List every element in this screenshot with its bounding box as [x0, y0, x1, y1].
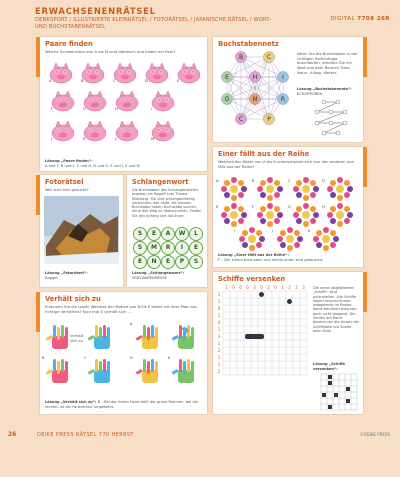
- pig-image: [50, 89, 76, 113]
- pig-label: F: [51, 107, 54, 111]
- pig-label: C: [113, 79, 116, 83]
- snake-letter: N: [147, 255, 161, 269]
- letter-node-label: C: [238, 116, 244, 124]
- column-count: 1: [225, 285, 228, 290]
- row-count: 2: [217, 299, 221, 304]
- schiffe-card: [213, 272, 363, 414]
- solution: [132, 271, 204, 280]
- letter-node-label: H: [252, 74, 258, 82]
- snake-letter: E: [161, 255, 175, 269]
- snake-letter: A: [161, 227, 175, 241]
- pig-image: [82, 119, 108, 143]
- ship-solution-grid: [321, 374, 357, 410]
- letter-node-label: B: [238, 54, 244, 62]
- paare-finden-card: [40, 37, 207, 171]
- solution-title: Lösung „Fotorätsel“:: [45, 271, 88, 275]
- hand-image: [46, 356, 76, 386]
- snake-letter: L: [189, 227, 203, 241]
- pig-label: H: [115, 107, 118, 111]
- card-title: Einer fällt aus der Reihe: [218, 150, 310, 158]
- solution-title: Lösung „Buchstabennetz“:: [297, 87, 352, 91]
- hand-image: [136, 322, 166, 352]
- solution-title: Lösung „Verhält sich zu“:: [45, 400, 97, 404]
- card-title: Schiffe versenken: [218, 275, 286, 283]
- pig-label: J: [51, 137, 53, 141]
- solution: [297, 87, 359, 96]
- pig-image: [80, 61, 106, 85]
- footer-title: DEIKE PRESS RÄTSEL 770 HERBST: [37, 432, 134, 438]
- snake-letter: I: [175, 241, 189, 255]
- solution-text: SPIELWARENMESSE: [132, 275, 167, 280]
- flower-figure: [291, 203, 321, 227]
- flower-figure: [325, 177, 355, 201]
- row-count: 1: [217, 327, 221, 332]
- pig-label: G: [83, 107, 86, 111]
- pig-label: A: [49, 79, 52, 83]
- row-count: 1: [217, 362, 221, 367]
- flower-figure: [255, 177, 285, 201]
- flower-label: K: [308, 229, 311, 233]
- question-mark-icon: ?: [180, 324, 190, 343]
- solution-title: Lösung „Schlangenwort“:: [132, 271, 185, 275]
- flower-figure: [275, 227, 305, 251]
- column-count: 2: [288, 285, 291, 290]
- flower-label: I: [234, 229, 236, 233]
- column-count: 2: [267, 285, 270, 290]
- card-title: Paare finden: [45, 40, 93, 48]
- solution: [313, 362, 360, 371]
- flower-label: E: [216, 205, 219, 209]
- pig-image: [50, 119, 76, 143]
- card-title: Schlangenwort: [132, 178, 189, 186]
- flower-figure: [219, 177, 249, 201]
- solution: [45, 271, 120, 280]
- column-count: 0: [260, 285, 263, 290]
- letter-node-label: N: [252, 96, 258, 104]
- snake-letter: P: [175, 255, 189, 269]
- letter-node-label: E: [225, 74, 229, 82]
- buchstabennetz-card: [213, 37, 363, 142]
- tab-marker: [363, 272, 367, 312]
- column-count: 3: [302, 285, 305, 290]
- card-text: Welches der Bilder von A bis K unterscheidet sich von den anderen und fällt aus der Reihe?: [218, 159, 354, 169]
- schlangenwort-card: [127, 175, 207, 287]
- hand-label: B: [42, 356, 45, 360]
- solution-text: A und F, B und L, C und H, D und G, E und I, K und M: [45, 163, 140, 168]
- pig-label: K: [83, 137, 86, 141]
- letter-node-label: R: [280, 96, 286, 104]
- letter-node-label: O: [224, 96, 230, 104]
- pig-image: [48, 61, 74, 85]
- flower-label: A: [216, 179, 219, 183]
- letter-node-label: P: [267, 116, 271, 124]
- pig-image: [114, 119, 140, 143]
- flower-label: C: [288, 179, 291, 183]
- card-text: Erkennen Sie die Logik! Welches der Motive von B bis E bildet mit dem Paar das richtige Verhältnis? Kurz mal X verhält sich ...: [45, 304, 197, 314]
- column-count: 1: [281, 285, 284, 290]
- solution-title: Lösung „Paare finden“:: [45, 159, 93, 163]
- flower-label: B: [252, 179, 255, 183]
- snake-letter: E: [189, 241, 203, 255]
- solution: [45, 400, 203, 409]
- hand-label: D: [130, 356, 133, 360]
- solution-text: Bagger: [45, 275, 58, 280]
- solution-text: B – Bei der linken Hand fehlt der graue Rahmen, bei der rechten ist der Farbverlauf umgekehrt.: [45, 400, 199, 409]
- einer-faellt-card: [213, 147, 363, 267]
- tab-marker: [363, 37, 367, 77]
- flower-label: F: [252, 205, 255, 209]
- ship-grid: [217, 284, 309, 396]
- row-count: 2: [217, 348, 221, 353]
- snake-letter: E: [147, 227, 161, 241]
- hand-image: [172, 356, 202, 386]
- pig-label: B: [81, 79, 84, 83]
- product-code: [330, 16, 390, 22]
- flower-figure: [325, 203, 355, 227]
- card-text: Die unten abgebildeten „Schiffe“ sind aufzustellen. Alle Schiffe liegen senkrecht oder waagerecht im Raster. Keine berühren einander, auch nicht diagonal. Die Zahlen am Rand bezeichnen die Anzahl der Schiffsteile pro Spalte oder Zeile.: [313, 286, 360, 333]
- snake-letter: E: [133, 255, 147, 269]
- pig-label: I: [151, 107, 153, 111]
- card-title: Fotorätsel: [45, 178, 84, 186]
- flower-figure: [311, 227, 341, 251]
- pig-image: [150, 89, 176, 113]
- hand-image: [88, 356, 118, 386]
- card-text: Wer wird hier gesucht?: [45, 187, 89, 192]
- solution-text: F – Der kleine Kreis oben und rechts unten sind getauscht.: [218, 257, 324, 262]
- row-count: 0: [217, 306, 221, 311]
- photo-image: [44, 196, 119, 264]
- section-subtitle: DENKSPORT / ILLUSTRIERTE KLEINRÄTSEL / FOTORÄTSEL / JAPANISCHE RÄTSEL / WORT- UND BUCHSTABENRÄTSEL: [35, 17, 272, 30]
- flower-label: J: [272, 229, 274, 233]
- relation-label: verhält sich zu: [70, 333, 84, 343]
- section-title: ERWACHSENENRÄTSEL: [35, 6, 156, 16]
- letter-node-label: I: [282, 74, 284, 82]
- flower-figure: [219, 203, 249, 227]
- card-title: Buchstabennetz: [218, 40, 279, 48]
- letter-node-label: C: [266, 54, 272, 62]
- card-text: Die Buchstaben des Schlangenwortes ergeben ein Begriff zum Thema Nürnberg. Sie sind schlangenförmig verbunden, das heißt, sie müssen Buchstabe neben Buchstabe suchen, ohne den Weg zu überschreiten. Finden Sie den Anfang und das Ende.: [132, 188, 202, 218]
- pig-label: M: [151, 137, 155, 141]
- flower-label: G: [288, 205, 291, 209]
- tab-marker: [36, 37, 40, 77]
- pig-label: E: [177, 79, 180, 83]
- solution-title: Lösung „Schiffe versenken“:: [313, 362, 346, 371]
- hand-label: A: [130, 322, 133, 326]
- solution: [45, 159, 203, 168]
- hand-image: [88, 322, 118, 352]
- card-title: Verhält sich zu: [45, 295, 101, 303]
- snake-letter: S: [133, 241, 147, 255]
- column-count: 6: [239, 285, 242, 290]
- row-count: 3: [217, 334, 221, 339]
- flower-figure: [237, 227, 267, 251]
- tab-marker: [36, 292, 40, 332]
- verhaelt-card: [40, 292, 207, 414]
- pig-label: L: [115, 137, 118, 141]
- snake-letter: W: [175, 227, 189, 241]
- card-text: Welche Schweinchen von A bis M sind identisch und bilden ein Paar?: [45, 49, 176, 54]
- fotoraetsel-card: [40, 175, 123, 287]
- flower-label: D: [322, 179, 325, 183]
- solution-title: Lösung „Einer fällt aus der Reihe“:: [218, 253, 289, 257]
- column-count: 0: [232, 285, 235, 290]
- solution-net: [313, 99, 353, 139]
- pig-image: [176, 61, 202, 85]
- snake-letter: M: [147, 241, 161, 255]
- solution-text: ECHOPROBEN: [297, 91, 323, 96]
- column-count: 2: [295, 285, 298, 290]
- flower-figure: [291, 177, 321, 201]
- page-header: [35, 6, 390, 30]
- row-count: 1: [217, 292, 221, 297]
- snake-letter: R: [161, 241, 175, 255]
- snake-letter: S: [133, 227, 147, 241]
- tab-marker: [36, 175, 40, 215]
- tab-marker: [363, 147, 367, 187]
- row-count: 2: [217, 313, 221, 318]
- column-count: 0: [274, 285, 277, 290]
- card-text: Wenn Sie die Buchstaben in der richtigen Reihenfolge durchlaufen, erhalten Sie ein Wort aus dem Bereich Tiere, Natur, Alltag, Wetter.: [297, 51, 358, 75]
- row-count: 2: [217, 369, 221, 374]
- row-count: 4: [217, 320, 221, 325]
- solution: [218, 253, 358, 262]
- pig-label: D: [145, 79, 148, 83]
- flower-figure: [255, 203, 285, 227]
- letter-net: [219, 51, 291, 131]
- column-count: 3: [253, 285, 256, 290]
- snake-letter: S: [189, 255, 203, 269]
- code-label: 7708 26R: [357, 16, 390, 22]
- digital-label: DIGITAL: [330, 16, 355, 22]
- column-count: 0: [246, 285, 249, 290]
- page-number: 26: [8, 431, 17, 438]
- row-count: 1: [217, 341, 221, 346]
- footer-copyright: ©DEIKE PRESS: [359, 432, 390, 437]
- flower-label: H: [322, 205, 325, 209]
- row-count: 1: [217, 355, 221, 360]
- hand-image: [136, 356, 166, 386]
- hand-label: E: [168, 356, 171, 360]
- hand-label: C: [84, 356, 87, 360]
